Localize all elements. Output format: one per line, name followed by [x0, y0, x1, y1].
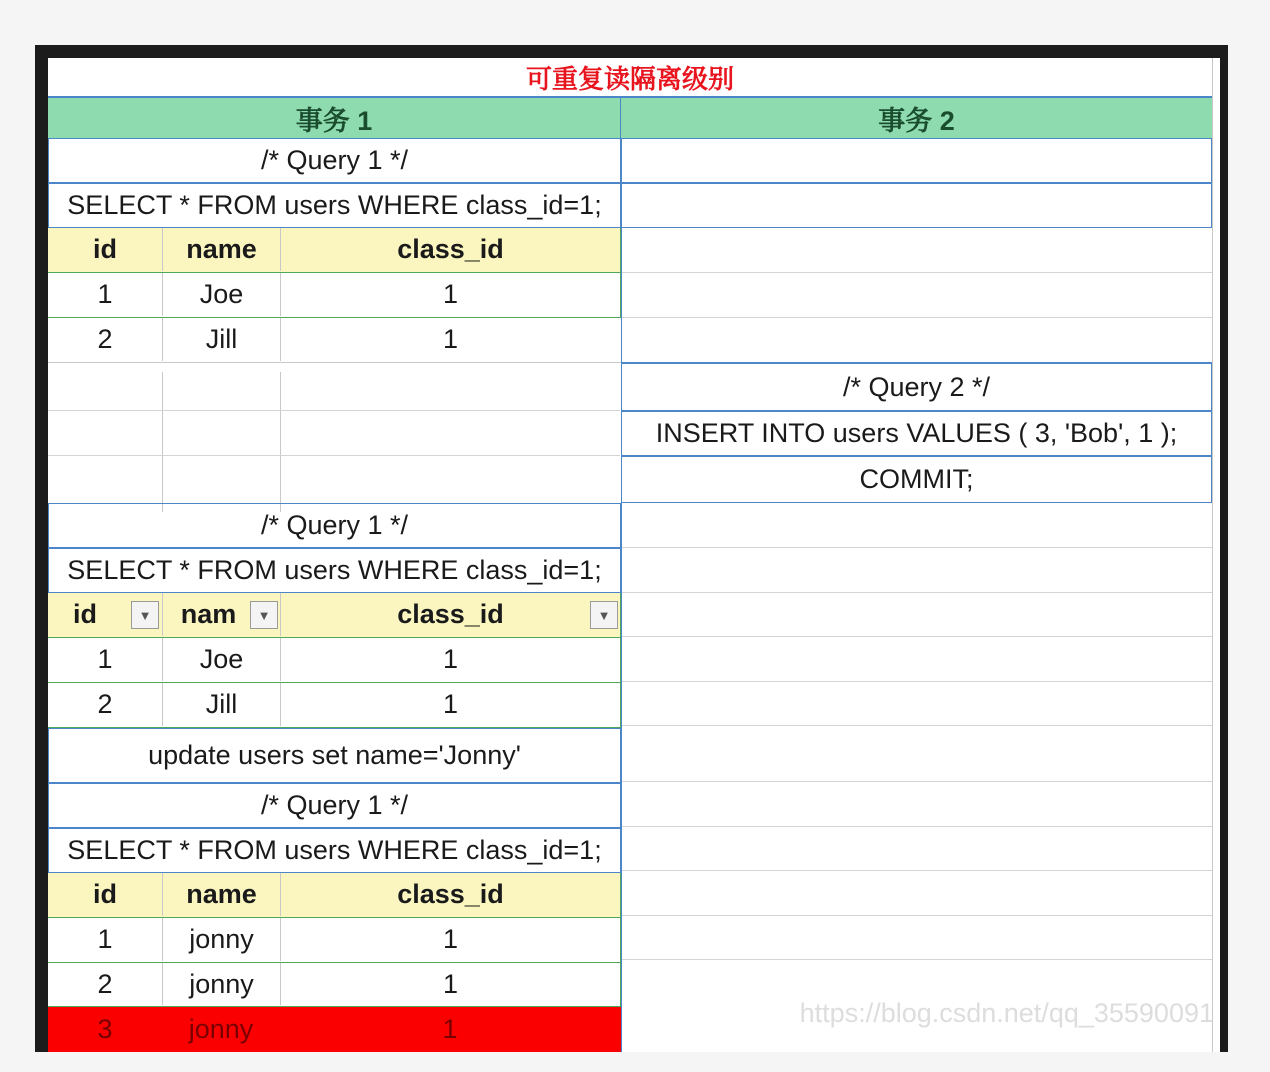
- grid-line: [622, 272, 1212, 273]
- col-class-id: class_id: [280, 873, 620, 916]
- cell-class-id: 1: [442, 1014, 458, 1044]
- table-row: [48, 638, 621, 683]
- table-header-row: [48, 873, 621, 918]
- table-header-row: [48, 228, 621, 273]
- table-row: [48, 318, 621, 363]
- dropdown-arrow-icon[interactable]: ▼: [131, 601, 159, 629]
- cell-class-id: 1: [280, 318, 620, 361]
- cell-name: Jill: [162, 683, 280, 726]
- cell-class-id: 1: [280, 638, 620, 681]
- right-empty-cell: [621, 183, 1212, 228]
- query1-sql: SELECT * FROM users WHERE class_id=1;: [48, 828, 621, 873]
- cell-class-id: 1: [280, 683, 620, 726]
- cell-name: jonny: [188, 1014, 254, 1044]
- commit-sql: COMMIT;: [621, 456, 1212, 503]
- right-empty-cell: [621, 138, 1212, 183]
- sheet-title: 可重复读隔离级别: [525, 63, 734, 94]
- query1-sql: SELECT * FROM users WHERE class_id=1;: [48, 183, 621, 228]
- query1-sql: SELECT * FROM users WHERE class_id=1;: [48, 548, 621, 593]
- table-row: [48, 683, 621, 728]
- col-id: id: [48, 873, 162, 916]
- query2-comment: /* Query 2 */: [621, 363, 1212, 411]
- tab-transaction-2: 事务 2: [621, 96, 1212, 138]
- update-sql: update users set name='Jonny': [48, 728, 621, 783]
- cell-class-id: 1: [280, 963, 620, 1005]
- cell-name: Joe: [162, 638, 280, 681]
- table-row: [48, 963, 621, 1007]
- cell-name: jonny: [162, 918, 280, 961]
- col-name: name: [162, 228, 280, 271]
- dropdown-arrow-icon[interactable]: ▼: [250, 601, 278, 629]
- grid-line: [1212, 58, 1213, 1052]
- col-name: name: [162, 873, 280, 916]
- col-id: id: [48, 228, 162, 271]
- grid-line: [48, 410, 620, 411]
- col-id-label: id: [73, 599, 97, 629]
- grid-line: [622, 317, 1212, 318]
- grid-line: [280, 372, 281, 512]
- table-row: [48, 273, 621, 318]
- cell-name: Jill: [162, 318, 280, 361]
- cell-id: 2: [97, 324, 113, 354]
- dropdown-arrow-icon[interactable]: ▼: [590, 601, 618, 629]
- cell-id: 2: [97, 689, 113, 719]
- cell-class-id: 1: [280, 918, 620, 961]
- tab-transaction-1: 事务 1: [48, 96, 621, 138]
- right-empty-area: [621, 503, 1212, 1052]
- cell-id: 1: [97, 279, 113, 309]
- query1-comment: /* Query 1 */: [48, 138, 621, 183]
- cell-name: jonny: [162, 963, 280, 1005]
- cell-name: Joe: [162, 273, 280, 316]
- spreadsheet: [48, 58, 1220, 1052]
- query1-comment: /* Query 1 */: [48, 503, 621, 548]
- right-empty-area: [621, 228, 1212, 363]
- col-class-id: class_id: [280, 228, 620, 271]
- cell-id: 1: [97, 644, 113, 674]
- insert-sql: INSERT INTO users VALUES ( 3, 'Bob', 1 );: [621, 411, 1212, 456]
- col-name-label: nam: [180, 599, 237, 629]
- table-row: [48, 918, 621, 963]
- cell-id: 3: [97, 1014, 113, 1044]
- watermark: https://blog.csdn.net/qq_35590091: [799, 998, 1214, 1028]
- cell-id: 1: [97, 924, 113, 954]
- grid-line: [162, 372, 163, 512]
- query1-comment: /* Query 1 */: [48, 783, 621, 828]
- cell-class-id: 1: [280, 273, 620, 316]
- grid-line: [48, 455, 620, 456]
- cell-id: 2: [97, 968, 113, 999]
- phantom-row-highlighted: [48, 1007, 621, 1052]
- table-header-row: [48, 593, 621, 638]
- col-class-id: class_id: [280, 593, 620, 636]
